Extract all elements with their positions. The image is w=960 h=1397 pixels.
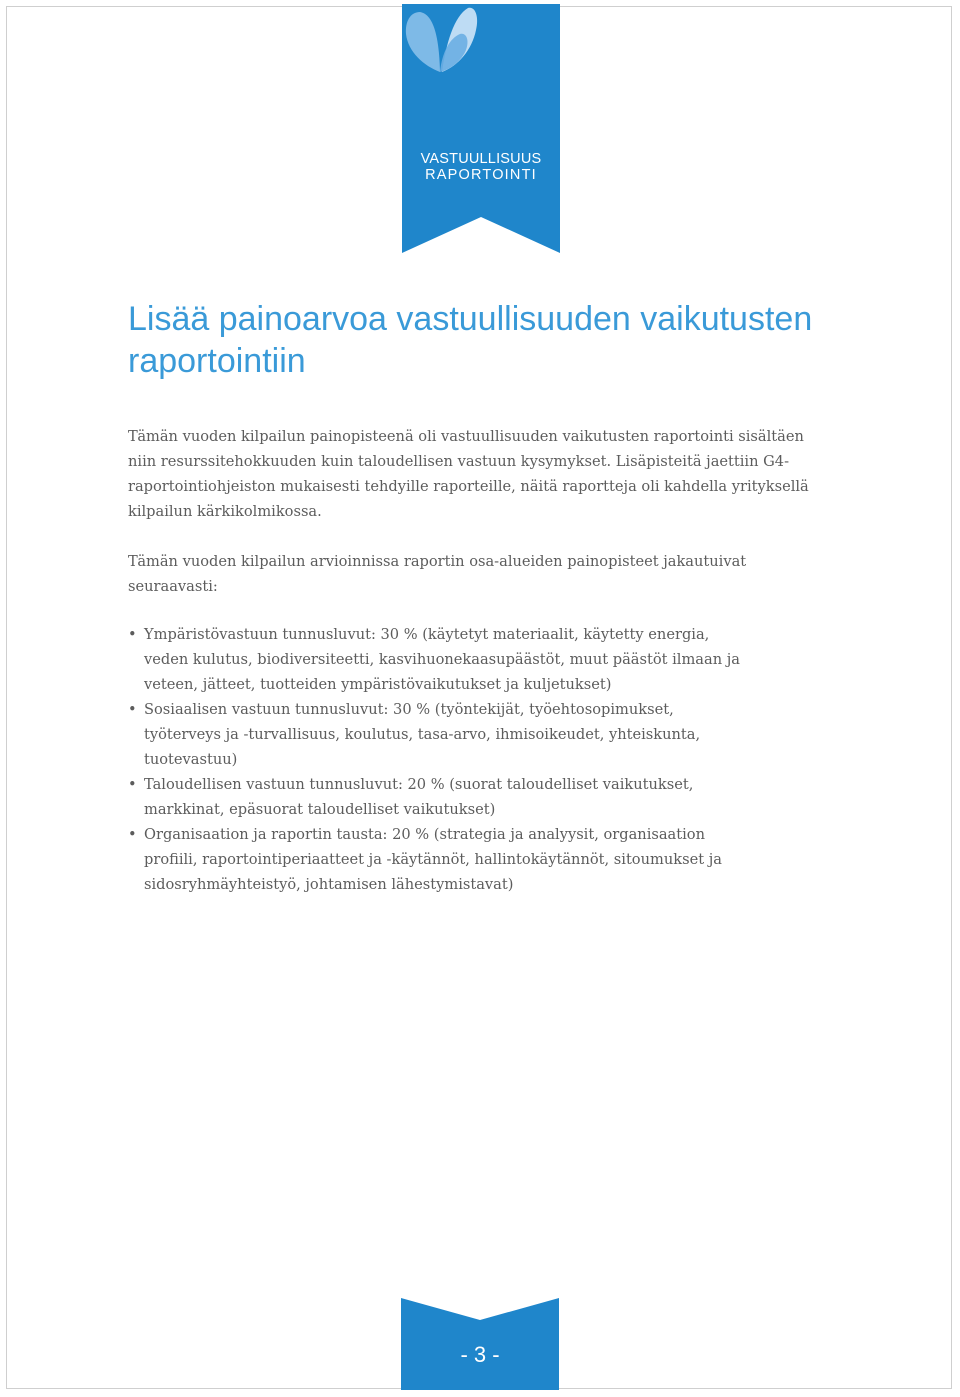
intro-paragraph: Tämän vuoden kilpailun painopisteenä oli vastuullisuuden vaikutusten raportointi sisältäen niin resurssitehokkuuden kuin taloudellisen vastuun kysymykset. Lisäpisteitä jaettiin G4-raportointiohjeiston mukaisesti tehdyille raporteille, näitä raportteja oli kahdella yrityksellä kilpailun kärkikolmikossa.: [128, 428, 809, 520]
bullet-glyph: •: [128, 826, 137, 843]
list-item-text: Sosiaalisen vastuun tunnusluvut: 30 % (työntekijät, työehtosopimukset, työterveys ja -turvallisuus, koulutus, tasa-arvo, ihmisoikeudet, yhteiskunta, tuotevastuu): [144, 701, 701, 768]
list-item: [128, 697, 748, 772]
bullet-glyph: •: [128, 701, 137, 718]
page-number: - 3 -: [460, 1342, 500, 1367]
weights-list: [128, 622, 748, 897]
weights-intro-paragraph: Tämän vuoden kilpailun arvioinnissa raportin osa-alueiden painopisteet jakautuivat seuraavasti:: [128, 553, 747, 595]
list-item-text: Taloudellisen vastuun tunnusluvut: 20 % (suorat taloudelliset vaikutukset, markkinat, epäsuorat taloudelliset vaikutukset): [144, 776, 694, 818]
list-item: [128, 772, 748, 822]
logo-title-line1: VASTUULLISUUS: [420, 151, 542, 167]
list-item-text: Ympäristövastuun tunnusluvut: 30 % (käytetyt materiaalit, käytetty energia, veden kulutus, biodiversiteetti, kasvihuonekaasupäästöt, muut päästöt ilmaan ja veteen, jätteet, tuotteiden ympäristövaikutukset ja kuljetukset): [144, 626, 740, 693]
list-item: [128, 622, 748, 697]
footer-page-tab: [401, 1298, 559, 1390]
logo-title-line2: RAPORTOINTI: [425, 167, 537, 183]
page-heading: Lisää painoarvoa vastuullisuuden vaikutusten raportointiin: [128, 300, 813, 380]
list-item-text: Organisaation ja raportin tausta: 20 % (strategia ja analyysit, organisaation profiili, raportointiperiaatteet ja -käytännöt, hallintokäytännöt, sitoumukset ja sidosryhmäyhteistyö, johtamisen lähestymistavat): [144, 826, 722, 893]
butterfly-leaf-icon: [402, 4, 480, 74]
list-item: [128, 822, 748, 897]
bullet-glyph: •: [128, 626, 137, 643]
bullet-glyph: •: [128, 776, 137, 793]
logo-banner: [402, 4, 560, 253]
